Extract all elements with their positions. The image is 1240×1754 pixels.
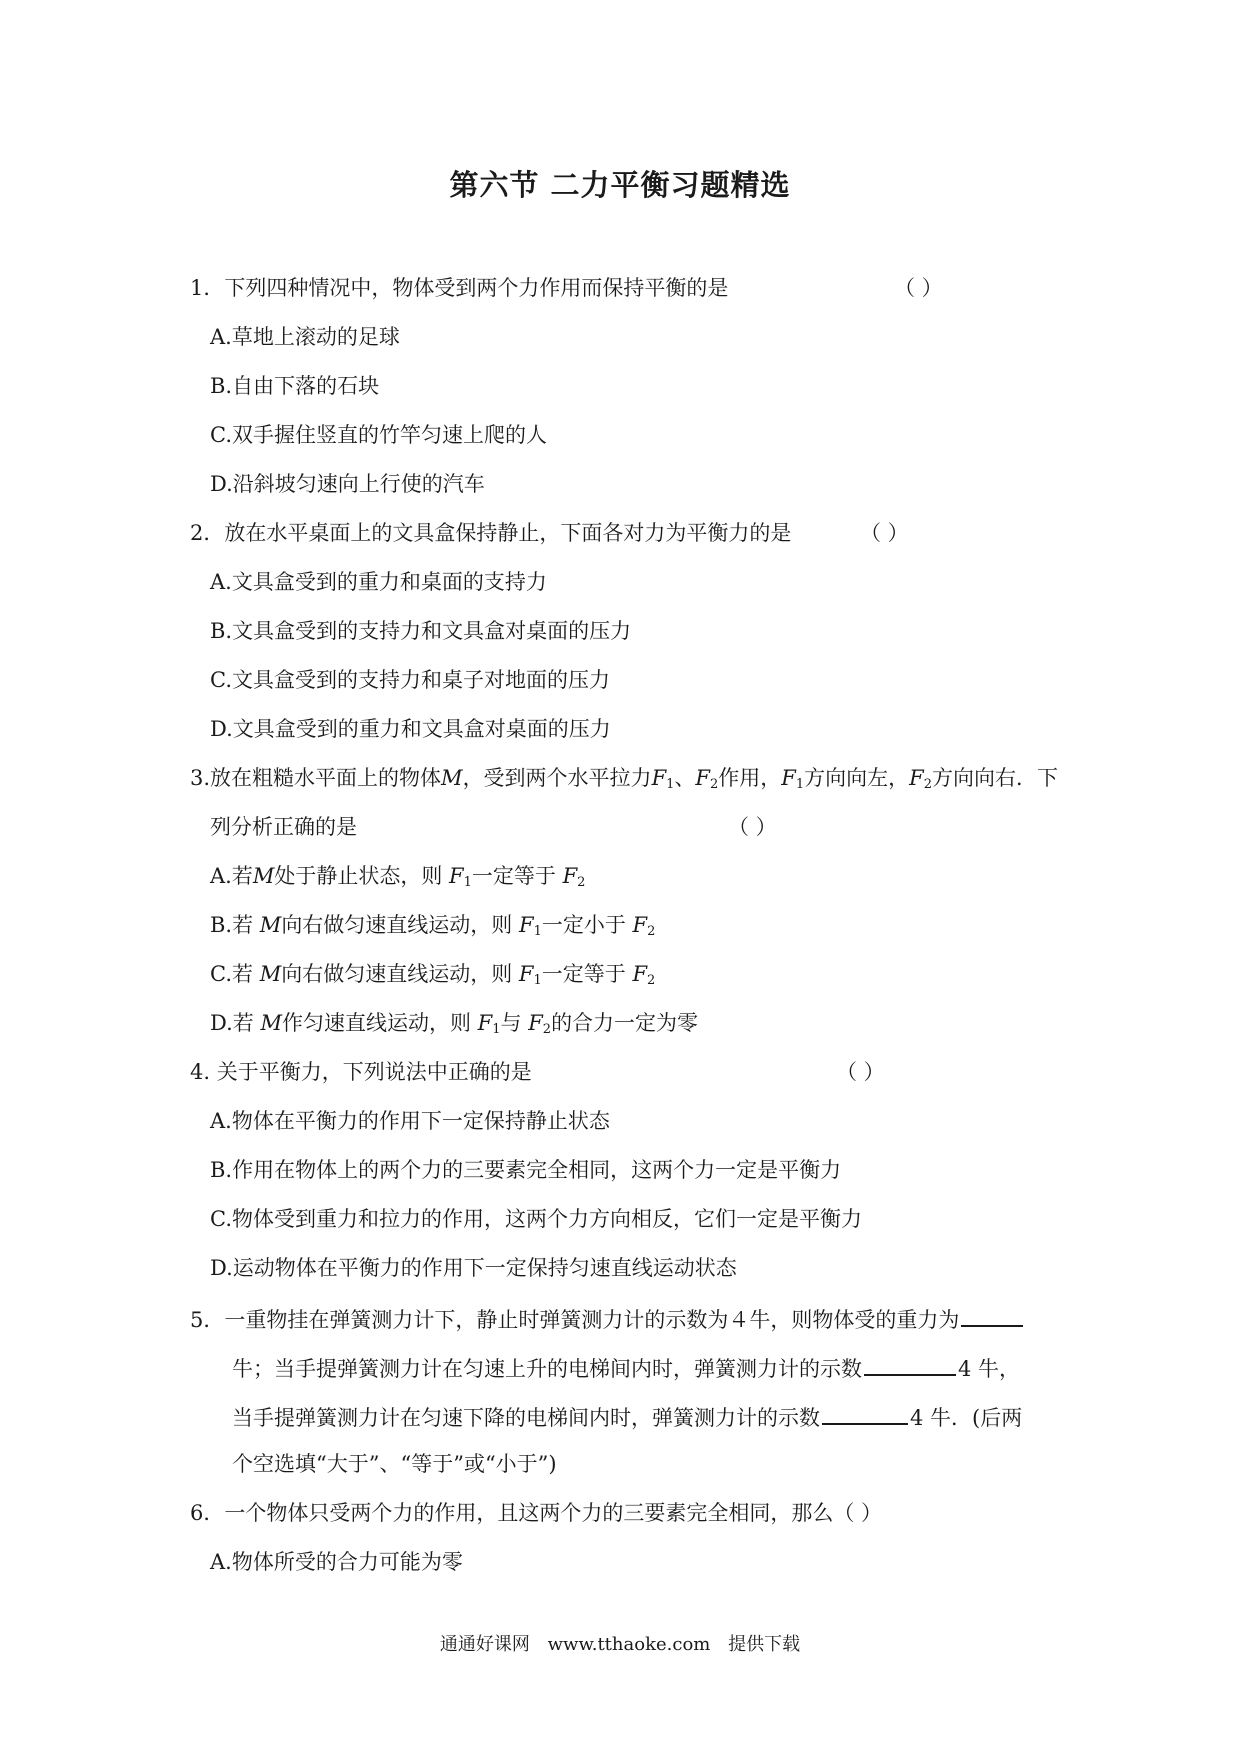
question-1-option-b: B.自由下落的石块 (210, 374, 380, 398)
question-1-option-a: A.草地上滚动的足球 (210, 325, 400, 349)
question-3-option-b: B.若 M向右做匀速直线运动，则 $F_1$一定小于 $F_2$ (210, 913, 656, 939)
question-3-option-d: D.若 M作匀速直线运动，则 $F_1$与 $F_2$的合力一定为零 (210, 1011, 699, 1037)
footer-suffix: 提供下载 (728, 1634, 801, 1655)
footer-site-name: 通通好课网 (439, 1634, 530, 1655)
question-2-answer-paren: （ ） (860, 521, 909, 545)
question-5-line2: 牛；当手提弹簧测力计在匀速上升的电梯间内时，弹簧测力计的示数 4 牛， (232, 1352, 1020, 1383)
answer-blank-2[interactable] (864, 1352, 956, 1376)
question-4-option-b: B.作用在物体上的两个力的三要素完全相同，这两个力一定是平衡力 (210, 1158, 842, 1182)
question-5-line3: 当手提弹簧测力计在匀速下降的电梯间内时，弹簧测力计的示数 4 牛．(后两 (232, 1401, 1022, 1432)
question-1-stem: 1．下列四种情况中，物体受到两个力作用而保持平衡的是 (190, 276, 729, 300)
question-3-option-c: C.若 M向右做匀速直线运动，则 $F_1$一定等于 $F_2$ (210, 962, 656, 988)
question-5-line4: 个空选填“大于”、“等于”或“小于”) (232, 1452, 557, 1476)
question-2-option-c: C.文具盒受到的支持力和桌子对地面的压力 (210, 668, 610, 692)
question-1-option-d: D.沿斜坡匀速向上行使的汽车 (210, 472, 485, 496)
question-3-answer-paren: （ ） (728, 815, 777, 839)
question-4-answer-paren: （ ） (836, 1060, 885, 1084)
question-1-option-c: C.双手握住竖直的竹竿匀速上爬的人 (210, 423, 547, 447)
answer-blank-3[interactable] (822, 1401, 908, 1425)
question-6-stem: 6．一个物体只受两个力的作用，且这两个力的三要素完全相同，那么（ ） (190, 1501, 883, 1525)
question-3-stem: 3.放在粗糙水平面上的物体M，受到两个水平拉力$F_1$、$F_2$作用，$F_1$方向向左，$F_2$方向向右．下 (190, 766, 1058, 792)
question-4-option-a: A.物体在平衡力的作用下一定保持静止状态 (210, 1109, 610, 1133)
question-5-line1: 5．一重物挂在弹簧测力计下，静止时弹簧测力计的示数为４牛，则物体受的重力为 (190, 1303, 1025, 1334)
question-4-option-c: C.物体受到重力和拉力的作用，这两个力方向相反，它们一定是平衡力 (210, 1207, 862, 1231)
answer-blank-1[interactable] (961, 1303, 1023, 1327)
question-2-option-b: B.文具盒受到的支持力和文具盒对桌面的压力 (210, 619, 632, 643)
question-3-stem-line2: 列分析正确的是 (210, 815, 357, 839)
question-4-stem: 4. 关于平衡力，下列说法中正确的是 (190, 1060, 532, 1084)
page-footer (0, 1630, 1240, 1656)
question-2-stem: 2．放在水平桌面上的文具盒保持静止，下面各对力为平衡力的是 (190, 521, 792, 545)
question-6-option-a: A.物体所受的合力可能为零 (210, 1550, 463, 1574)
question-4-option-d: D.运动物体在平衡力的作用下一定保持匀速直线运动状态 (210, 1256, 737, 1280)
question-2-option-a: A.文具盒受到的重力和桌面的支持力 (210, 570, 547, 594)
question-1-answer-paren: （ ） (894, 276, 943, 300)
page-title: 第六节 二力平衡习题精选 (449, 168, 791, 202)
question-3-option-a: A.若M处于静止状态，则 $F_1$一定等于 $F_2$ (210, 864, 586, 890)
footer-url-link[interactable]: www.tthaoke.com (547, 1634, 711, 1655)
question-2-option-d: D.文具盒受到的重力和文具盒对桌面的压力 (210, 717, 611, 741)
